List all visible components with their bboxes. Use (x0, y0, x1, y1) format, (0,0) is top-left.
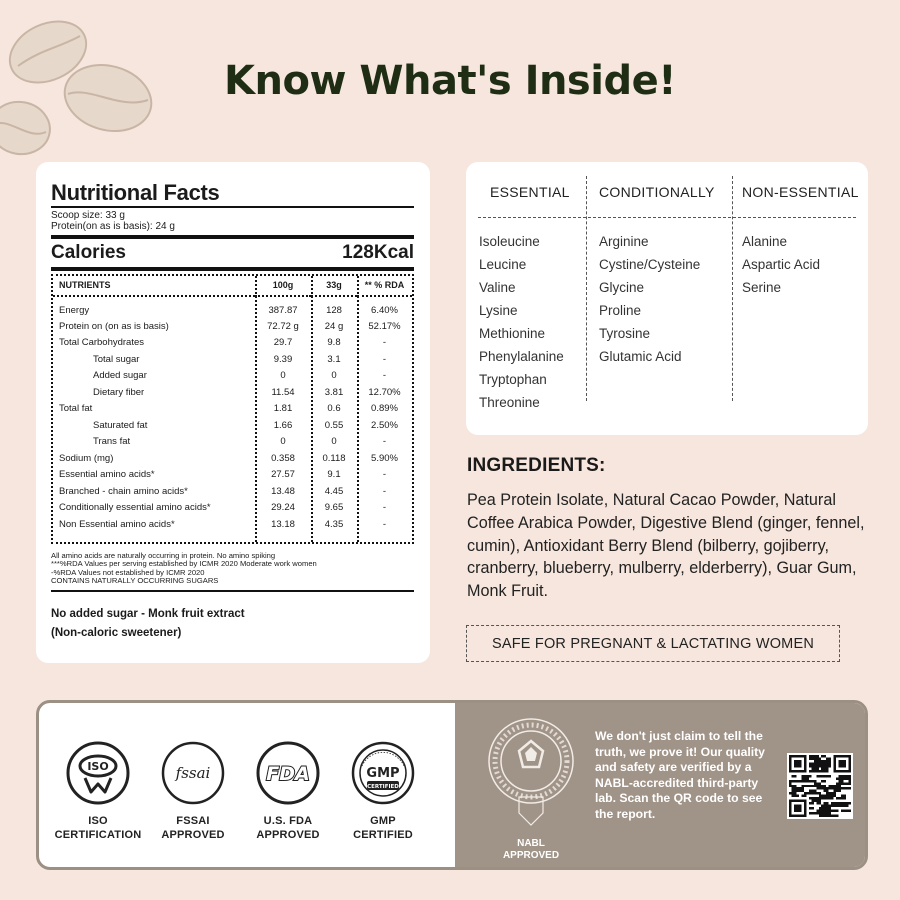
ingredients-text: Pea Protein Isolate, Natural Cacao Powder, Natural Coffee Arabica Powder, Digestive Blend (ginger, fennel, cumin), Antioxidant Berry Blend (bilberry, gojiberry, cranberry, blueberry, mulberry, elderberry), Guar Gum, Monk Fruit. (467, 491, 865, 601)
iso-icon (65, 740, 131, 806)
nutrient-value: 1.81 (273, 403, 293, 415)
nutrient-name: Energy (59, 305, 90, 316)
nutrient-value: 3.81 (324, 386, 344, 398)
fda-label-sub: APPROVED (256, 829, 320, 841)
column-header: 100g (255, 276, 311, 296)
gmp-icon (350, 740, 416, 806)
calories-label: Calories (51, 242, 126, 263)
amino-acids-card (466, 162, 868, 435)
amino-acid-item: Arginine (599, 234, 649, 249)
nutrient-value: 13.48 (271, 485, 295, 497)
amino-acid-item: Alanine (742, 234, 788, 249)
nutrient-value: 387.87 (268, 305, 298, 316)
nutrient-name: Trans fat (93, 436, 131, 448)
fssai-label-sub: APPROVED (161, 829, 225, 841)
nutrient-value: 9.8 (327, 337, 341, 349)
nutrient-value: 0 (331, 370, 337, 382)
no-added-sugar-note: No added sugar - Monk fruit extract (51, 608, 245, 620)
svg-text:GMP: GMP (366, 766, 400, 781)
nutrient-value: 0 (280, 436, 286, 448)
iso-label: ISO (88, 815, 108, 827)
nutrient-name: Added sugar (93, 370, 147, 382)
nutrition-footnotes (51, 552, 317, 586)
essential-header: ESSENTIAL (490, 184, 570, 200)
svg-text:FDA: FDA (266, 763, 310, 785)
nutrient-value: 4.35 (324, 518, 344, 530)
page-title: Know What's Inside! (224, 58, 676, 104)
nutrient-value: 27.57 (271, 469, 295, 481)
divider (51, 590, 414, 592)
header-divider (478, 217, 856, 218)
amino-acid-item: Leucine (479, 257, 527, 272)
nutrient-value: 2.50% (371, 419, 398, 431)
footnote: -%RDA Values not established by ICMR 2020 (51, 567, 205, 577)
column-separator (586, 176, 587, 401)
amino-acid-item: Aspartic Acid (742, 257, 821, 272)
scoop-size: Scoop size: 33 g (51, 210, 125, 221)
amino-acid-item: Tyrosine (599, 326, 651, 341)
conditionally-header: CONDITIONALLY (599, 184, 715, 200)
nabl-seal-icon (485, 713, 577, 829)
nutrient-value: - (382, 370, 387, 382)
nutrient-value: 0.118 (322, 452, 346, 464)
svg-text:CERTIFIED: CERTIFIED (367, 784, 399, 790)
fda-icon (255, 740, 321, 806)
nutrient-name: Sodium (mg) (59, 452, 114, 464)
nutrient-value: 0.6 (327, 403, 341, 415)
nutrient-name: Non Essential amino acids* (59, 518, 175, 530)
conditionally-list (599, 230, 700, 368)
column-header: ** % RDA (357, 276, 412, 296)
non-essential-list (742, 230, 820, 299)
svg-text:fssai: fssai (175, 764, 211, 782)
fssai-approved (143, 740, 243, 842)
nutrient-value: 52.17% (368, 320, 401, 332)
amino-acid-item: Tryptophan (479, 372, 547, 387)
non-essential-header: NON-ESSENTIAL (742, 184, 859, 200)
gmp-label: GMP (370, 815, 396, 827)
nutrient-name: Total fat (59, 403, 93, 415)
column-header: 33g (311, 276, 357, 296)
footnote: CONTAINS NATURALLY OCCURRING SUGARS (51, 576, 219, 586)
divider (51, 267, 414, 271)
nabl-approved (479, 713, 583, 862)
nutrient-value: 0 (331, 436, 337, 448)
amino-acid-item: Cystine/Cysteine (599, 257, 701, 272)
nutrient-value: 4.45 (324, 485, 344, 497)
nutrient-name: Conditionally essential amino acids* (59, 502, 211, 514)
nutrient-value: 0.358 (271, 452, 295, 464)
fssai-label: FSSAI (176, 815, 210, 827)
divider (51, 206, 414, 208)
nutrient-value: 0 (280, 370, 286, 382)
amino-acid-item: Phenylalanine (479, 349, 564, 364)
nutrient-value: 12.70% (368, 386, 401, 398)
nutrient-value: - (382, 337, 387, 349)
nutrient-name: Total sugar (93, 353, 140, 365)
nutrient-value: 6.40% (371, 305, 398, 316)
nutrient-value: 9.65 (324, 502, 344, 514)
nutrient-name: Dietary fiber (93, 386, 145, 398)
fda-label: U.S. FDA (263, 815, 313, 827)
amino-acid-item: Serine (742, 280, 782, 295)
nutrient-name: Branched - chain amino acids* (59, 485, 188, 497)
nutrient-value: 5.90% (371, 452, 398, 464)
nutrient-value: 13.18 (271, 518, 295, 530)
amino-acid-item: Glycine (599, 280, 645, 295)
fda-approved (238, 740, 338, 842)
amino-acid-item: Glutamic Acid (599, 349, 682, 364)
nutrient-value: 29.24 (271, 502, 295, 514)
gmp-label-sub: CERTIFIED (353, 829, 413, 841)
nutrient-value: 11.54 (271, 386, 295, 398)
safe-for-pregnant-badge: SAFE FOR PREGNANT & LACTATING WOMEN (466, 625, 840, 662)
divider (51, 235, 414, 239)
amino-acid-item: Lysine (479, 303, 518, 318)
amino-acid-item: Isoleucine (479, 234, 540, 249)
footnote: ***%RDA Values per serving established by ICMR 2020 Moderate work women (51, 559, 317, 569)
nutrient-value: - (382, 469, 387, 481)
essential-list (479, 230, 564, 414)
nutrient-value: 3.1 (327, 353, 341, 365)
nabl-label: NABL (517, 838, 545, 849)
gmp-certified (333, 740, 433, 842)
nutrient-name: Essential amino acids* (59, 469, 155, 481)
column-separator (732, 176, 733, 401)
nutrient-name: Saturated fat (93, 419, 148, 431)
amino-acid-item: Proline (599, 303, 642, 318)
amino-acid-item: Methionine (479, 326, 546, 341)
nutrient-name: Protein on (on as is basis) (59, 320, 169, 332)
column-header: NUTRIENTS (53, 276, 255, 296)
svg-text:ISO: ISO (87, 760, 109, 773)
nutrient-value: - (382, 353, 387, 365)
nutrient-value: - (382, 485, 387, 497)
nutrient-value: 0.55 (324, 419, 344, 431)
nutrient-value: - (382, 502, 387, 514)
qr-code-icon[interactable] (787, 753, 853, 819)
nutrient-value: 128 (326, 305, 342, 316)
nutrient-value: 9.1 (327, 469, 341, 481)
protein-basis: Protein(on as is basis): 24 g (51, 221, 175, 232)
nutrient-value: 1.66 (273, 419, 293, 431)
fssai-icon (160, 740, 226, 806)
nutrient-value: 0.89% (371, 403, 398, 415)
nutrient-value: 9.39 (273, 353, 293, 365)
sweetener-note: (Non-caloric sweetener) (51, 627, 182, 639)
footnote: All amino acids are naturally occurring in protein. No amino spiking (51, 551, 276, 560)
nutrient-value: 24 g (324, 320, 344, 332)
nabl-label-sub: APPROVED (502, 850, 560, 861)
amino-acid-item: Valine (479, 280, 516, 295)
nutrient-value: 72.72 g (267, 320, 299, 332)
amino-acid-item: Threonine (479, 395, 540, 410)
iso-certification (48, 740, 148, 842)
ingredients-title: INGREDIENTS: (467, 455, 606, 476)
certification-strip (36, 700, 868, 870)
nabl-description: We don't just claim to tell the truth, we prove it! Our quality and safety are verified by a NABL-accredited third-party lab. Scan the QR code to see the report. (595, 729, 765, 821)
nutrition-title: Nutritional Facts (51, 180, 220, 205)
nutrients-table (51, 274, 414, 544)
nutrition-facts-card (36, 162, 430, 663)
iso-label-sub: CERTIFICATION (54, 829, 142, 841)
nutrient-name: Total Carbohydrates (59, 337, 145, 349)
nutrient-value: - (382, 436, 387, 448)
nutrient-value: 29.7 (273, 337, 293, 349)
nutrient-value: - (382, 518, 387, 530)
calories-value: 128Kcal (342, 242, 414, 263)
